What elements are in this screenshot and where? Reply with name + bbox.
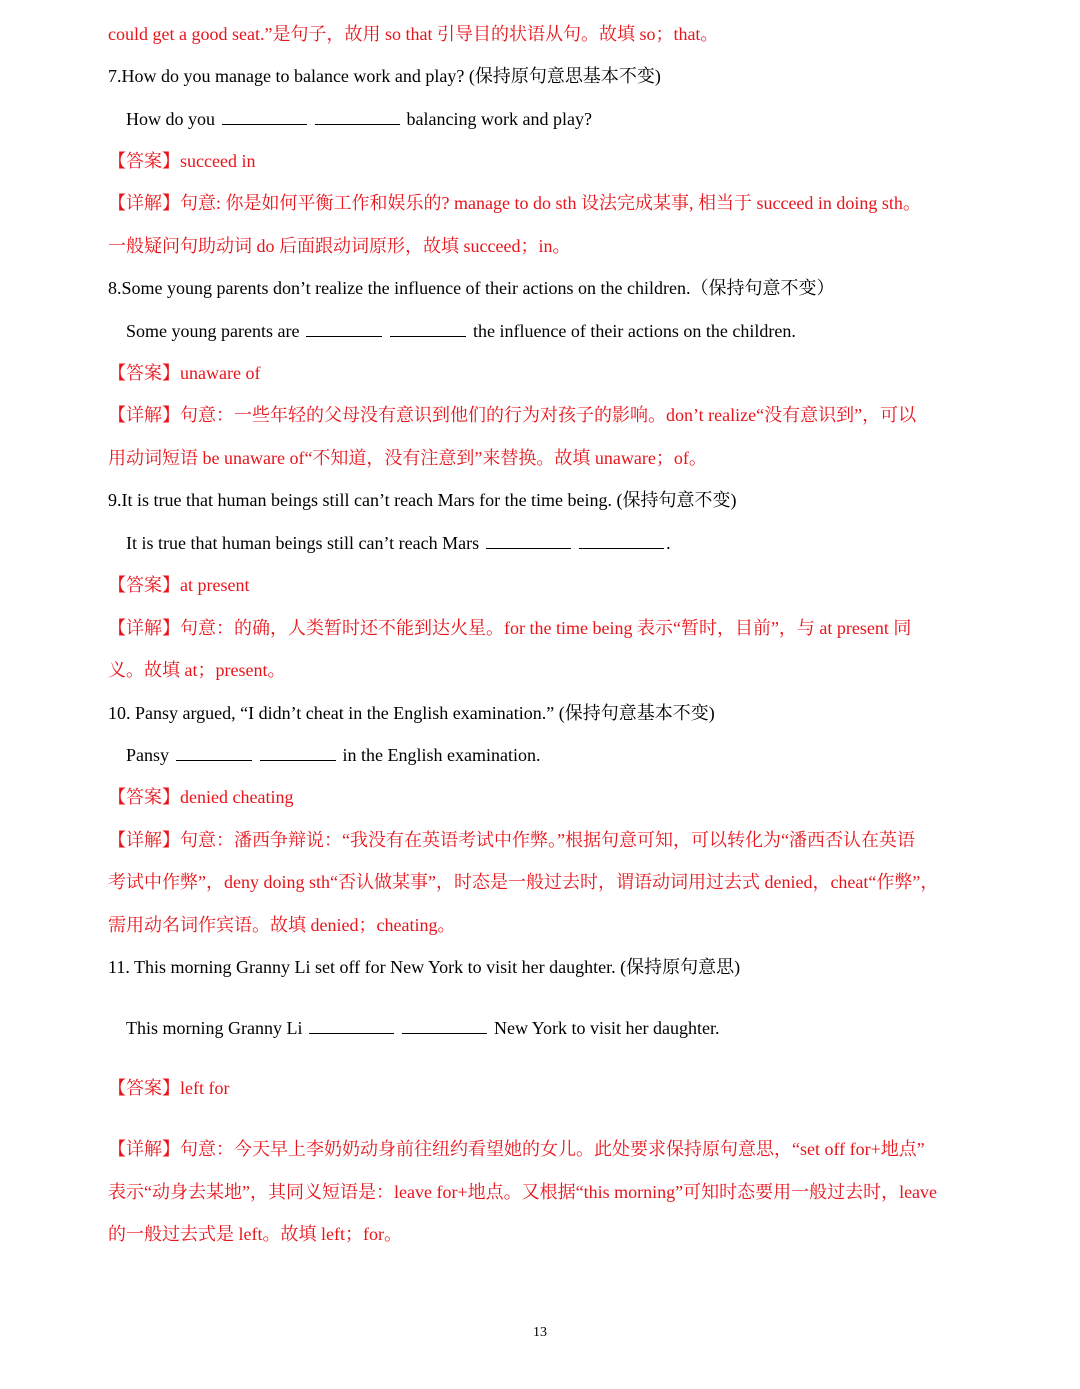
explanation-8-line-2: 用动词短语 be unaware of“不知道，没有注意到”来替换。故填 unaware；of。	[108, 448, 707, 468]
prev-explanation-tail: could get a good seat.”是句子，故用 so that 引导目的状语从句。故填 so；that。	[108, 24, 719, 44]
answer-7: 【答案】succeed in	[108, 151, 256, 171]
answer-blank	[390, 320, 466, 337]
question-7-sentence: How do you balancing work and play?	[126, 109, 592, 129]
explanation-7-line-2: 一般疑问句助动词 do 后面跟动词原形，故填 succeed；in。	[108, 236, 571, 256]
explanation-10-line-1: 【详解】句意：潘西争辩说：“我没有在英语考试中作弊。”根据句意可知，可以转化为“潘西否认在英语	[108, 830, 915, 850]
question-11: 11. This morning Granny Li set off for New York to visit her daughter. (保持原句意思)	[108, 957, 741, 977]
explanation-9-line-2: 义。故填 at；present。	[108, 660, 286, 680]
answer-9: 【答案】at present	[108, 575, 250, 595]
answer-blank	[176, 744, 252, 761]
question-10: 10. Pansy argued, “I didn’t cheat in the English examination.” (保持句意基本不变)	[108, 703, 715, 723]
explanation-11-line-3: 的一般过去式是 left。故填 left；for。	[108, 1224, 402, 1244]
answer-11: 【答案】left for	[108, 1078, 230, 1098]
page-number: 13	[533, 1325, 547, 1340]
explanation-11-line-1: 【详解】句意：今天早上李奶奶动身前往纽约看望她的女儿。此处要求保持原句意思，“set off for+地点”	[108, 1139, 925, 1159]
question-11-sentence: This morning Granny Li New York to visit her daughter.	[126, 1018, 720, 1038]
answer-blank	[260, 744, 336, 761]
answer-blank	[579, 532, 664, 549]
answer-blank	[486, 532, 571, 549]
answer-8: 【答案】unaware of	[108, 363, 261, 383]
question-7: 7.How do you manage to balance work and play? (保持原句意思基本不变)	[108, 66, 661, 86]
answer-blank	[315, 108, 400, 125]
answer-blank	[222, 108, 307, 125]
explanation-10-line-2: 考试中作弊”，deny doing sth“否认做某事”，时态是一般过去时，谓语动词用过去式 denied，cheat“作弊”，	[108, 872, 939, 892]
question-10-sentence: Pansy in the English examination.	[126, 745, 541, 765]
answer-blank	[306, 320, 382, 337]
question-8-sentence: Some young parents are the influence of their actions on the children.	[126, 321, 796, 341]
answer-10: 【答案】denied cheating	[108, 787, 294, 807]
question-9-sentence: It is true that human beings still can’t reach Mars .	[126, 533, 671, 553]
explanation-9-line-1: 【详解】句意：的确，人类暂时还不能到达火星。for the time being 表示“暂时，目前”，与 at present 同	[108, 618, 912, 638]
explanation-10-line-3: 需用动名词作宾语。故填 denied；cheating。	[108, 915, 456, 935]
question-9: 9.It is true that human beings still can’t reach Mars for the time being. (保持句意不变)	[108, 490, 737, 510]
explanation-7-line-1: 【详解】句意: 你是如何平衡工作和娱乐的? manage to do sth 设法完成某事, 相当于 succeed in doing sth。	[108, 193, 921, 213]
answer-blank	[402, 1017, 487, 1034]
explanation-11-line-2: 表示“动身去某地”，其同义短语是：leave for+地点。又根据“this morning”可知时态要用一般过去时，leave	[108, 1182, 938, 1202]
explanation-8-line-1: 【详解】句意：一些年轻的父母没有意识到他们的行为对孩子的影响。don’t realize“没有意识到”，可以	[108, 405, 917, 425]
answer-blank	[309, 1017, 394, 1034]
question-8: 8.Some young parents don’t realize the influence of their actions on the children.（保持句意不变）	[108, 278, 835, 298]
